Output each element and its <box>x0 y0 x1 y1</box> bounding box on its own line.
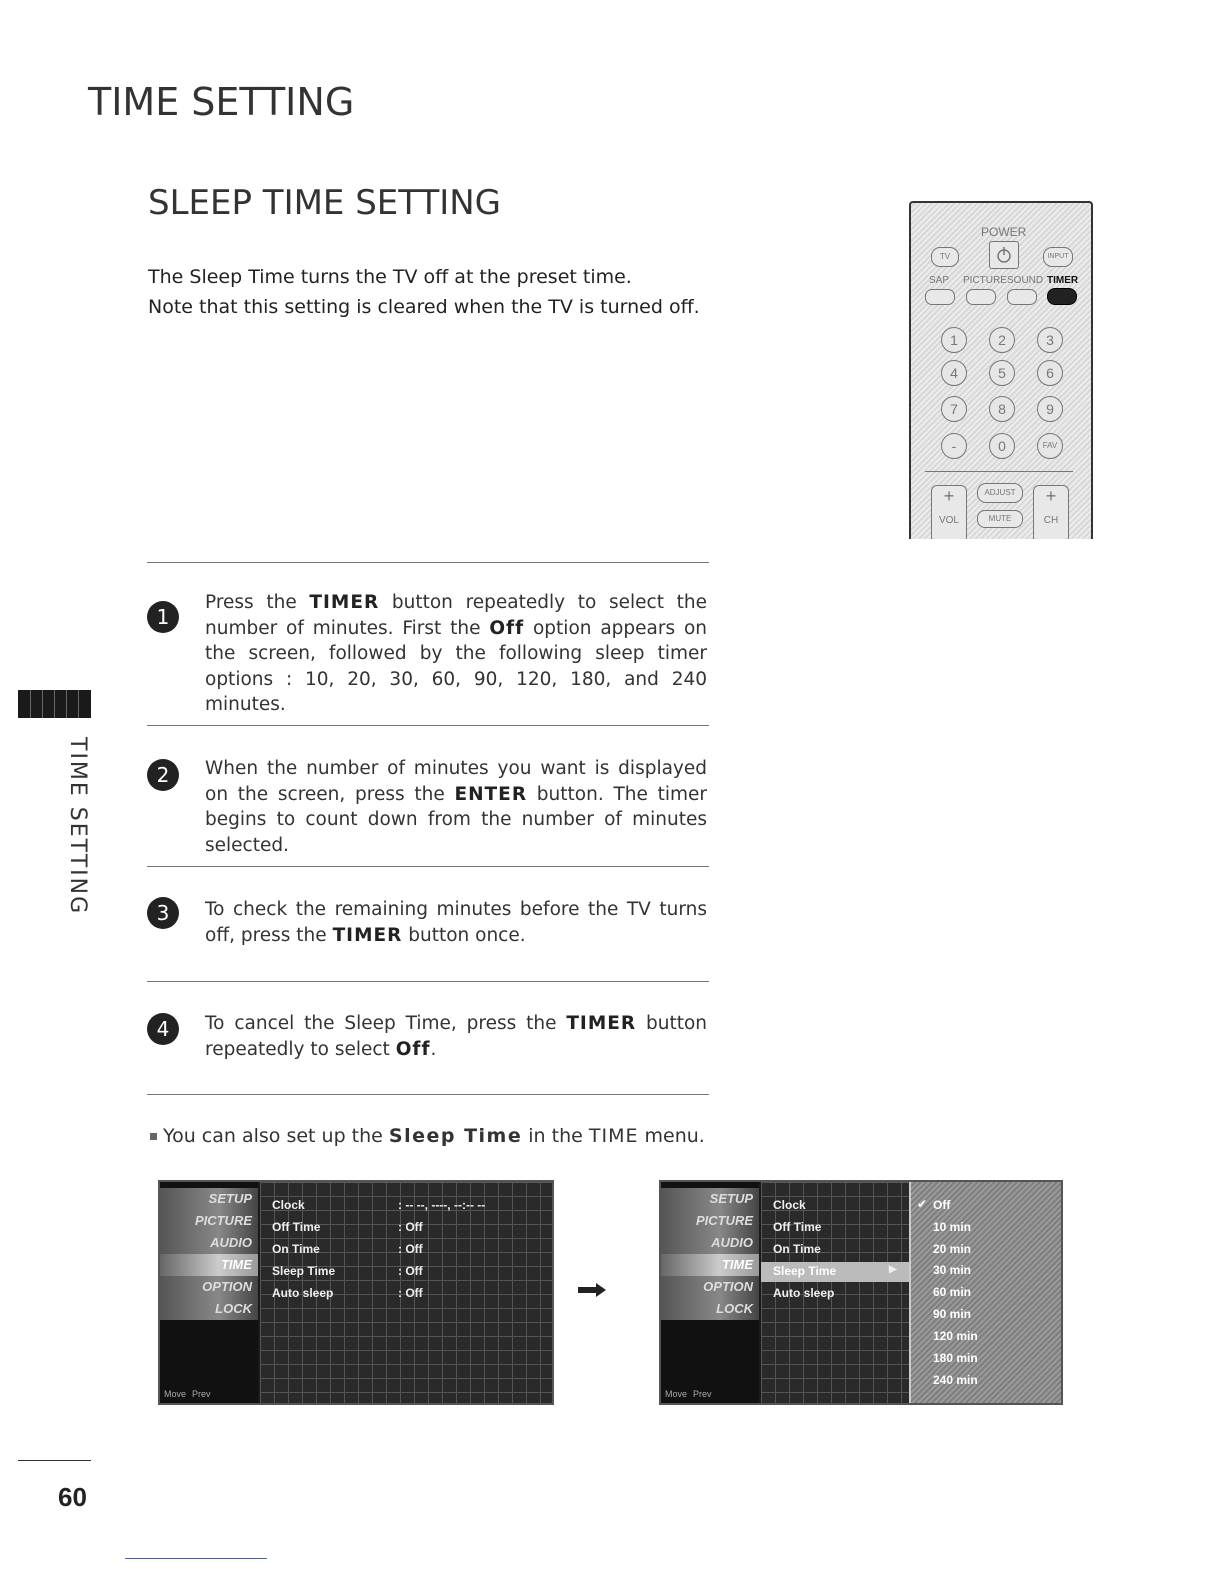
row-sleeptime-value: : Off <box>398 1264 423 1278</box>
option-20: 20 min <box>933 1242 972 1256</box>
fav-button: FAV <box>1037 433 1063 459</box>
option-10: 10 min <box>933 1220 972 1234</box>
sound-button <box>1007 289 1037 305</box>
step-2-badge: 2 <box>147 759 179 791</box>
num-2-button: 2 <box>989 327 1015 353</box>
intro-text <box>148 262 700 322</box>
num-5-button: 5 <box>989 360 1015 386</box>
remote-tv-button: TV <box>931 247 959 267</box>
side-tab-label: TIME SETTING <box>65 737 90 916</box>
nav-picture: PICTURE <box>661 1210 759 1232</box>
row-ontime-label: On Time <box>272 1242 320 1256</box>
num-4-button: 4 <box>941 360 967 386</box>
vol-plus-label: + <box>943 486 955 506</box>
intro-line-1: The Sleep Time turns the TV off at the preset time. <box>148 266 632 288</box>
option-30: 30 min <box>933 1263 972 1277</box>
prev-hint: Prev <box>693 1389 712 1399</box>
dash-button: - <box>941 433 967 459</box>
remote-picture-label: PICTURE <box>963 275 1007 286</box>
vol-rocker <box>931 485 967 539</box>
step-4-badge: 4 <box>147 1013 179 1045</box>
menu-footer <box>665 1389 718 1399</box>
remote-power-label: POWER <box>981 225 1027 239</box>
side-tab-marker <box>18 690 91 718</box>
bottom-rule <box>125 1558 267 1559</box>
submenu-arrow-icon: ▶ <box>889 1264 897 1275</box>
time-menu-screenshot <box>158 1180 554 1405</box>
menu-nav <box>661 1182 759 1403</box>
row-clock-value: : -- --, ----, --:-- -- <box>398 1198 486 1212</box>
step-divider <box>147 866 709 867</box>
row-offtime-label: Off Time <box>773 1220 822 1234</box>
nav-setup: SETUP <box>661 1188 759 1210</box>
remote-sound-label: SOUND <box>1007 275 1044 286</box>
picture-button <box>966 289 996 305</box>
num-8-button: 8 <box>989 396 1015 422</box>
menu-footer <box>164 1389 217 1399</box>
option-240: 240 min <box>933 1373 978 1387</box>
remote-divider <box>925 471 1073 472</box>
row-ontime-value: : Off <box>398 1242 423 1256</box>
step-divider <box>147 725 709 726</box>
step-2-text: When the number of minutes you want is displayed on the screen, press the ENTER button. The timer begins to count down from the number of minutes selected. <box>205 758 707 856</box>
remote-sap-label: SAP <box>929 275 950 286</box>
num-6-button: 6 <box>1037 360 1063 386</box>
row-autosleep-value: : Off <box>398 1286 423 1300</box>
nav-setup: SETUP <box>160 1188 258 1210</box>
prev-hint: Prev <box>192 1389 211 1399</box>
ch-label: CH <box>1043 515 1059 526</box>
row-autosleep-label: Auto sleep <box>272 1286 334 1300</box>
nav-lock: LOCK <box>160 1298 258 1320</box>
menu-content <box>260 1182 552 1403</box>
step-divider <box>147 562 709 563</box>
nav-time: TIME <box>160 1254 258 1276</box>
timer-button <box>1047 288 1077 305</box>
vol-label: VOL <box>938 515 959 526</box>
menu-nav <box>160 1182 258 1403</box>
step-1-badge: 1 <box>147 601 179 633</box>
row-sleeptime-label: Sleep Time <box>773 1264 837 1278</box>
row-offtime-label: Off Time <box>272 1220 321 1234</box>
step-3-badge: 3 <box>147 897 179 929</box>
bullet-icon <box>150 1133 157 1140</box>
section-title: SLEEP TIME SETTING <box>148 183 502 223</box>
num-0-button: 0 <box>989 433 1015 459</box>
intro-line-2: Note that this setting is cleared when the TV is turned off. <box>148 296 700 318</box>
step-1-text: Press the TIMER button repeatedly to select the number of minutes. First the Off option appears on the screen, followed by the following sleep timer options : 10, 20, 30, 60, 90, 120, 180, and 240 minutes. <box>205 592 707 715</box>
ch-plus-label: + <box>1045 486 1057 506</box>
menu-content <box>761 1182 911 1403</box>
remote-input-button: INPUT <box>1043 247 1073 267</box>
note-text: You can also set up the Sleep Time in the TIME menu. <box>150 1125 705 1147</box>
nav-picture: PICTURE <box>160 1210 258 1232</box>
footer-divider <box>18 1460 91 1461</box>
step-4-text: To cancel the Sleep Time, press the TIMER button repeatedly to select Off. <box>205 1013 707 1060</box>
option-60: 60 min <box>933 1285 972 1299</box>
step-divider <box>147 1094 709 1095</box>
move-hint: Move <box>164 1389 187 1399</box>
nav-audio: AUDIO <box>661 1232 759 1254</box>
mute-button: MUTE <box>977 510 1023 528</box>
option-120: 120 min <box>933 1329 978 1343</box>
move-hint: Move <box>665 1389 688 1399</box>
adjust-button: ADJUST <box>977 483 1023 503</box>
page-number: 60 <box>58 1482 87 1512</box>
sleep-time-options-screenshot <box>659 1180 1063 1405</box>
row-clock-label: Clock <box>272 1198 305 1212</box>
num-7-button: 7 <box>941 396 967 422</box>
nav-option: OPTION <box>661 1276 759 1298</box>
row-autosleep-label: Auto sleep <box>773 1286 835 1300</box>
option-off: Off <box>933 1198 951 1212</box>
remote-timer-label: TIMER <box>1047 275 1079 286</box>
row-sleeptime-label: Sleep Time <box>272 1264 336 1278</box>
nav-option: OPTION <box>160 1276 258 1298</box>
nav-time: TIME <box>661 1254 759 1276</box>
num-3-button: 3 <box>1037 327 1063 353</box>
right-arrow-icon <box>578 1283 606 1297</box>
nav-audio: AUDIO <box>160 1232 258 1254</box>
row-ontime-label: On Time <box>773 1242 821 1256</box>
page-title: TIME SETTING <box>88 80 355 124</box>
row-offtime-value: : Off <box>398 1220 423 1234</box>
power-icon <box>989 241 1019 269</box>
option-180: 180 min <box>933 1351 978 1365</box>
ch-rocker <box>1033 485 1069 539</box>
step-3-text: To check the remaining minutes before the TV turns off, press the TIMER button once. <box>205 899 707 946</box>
row-clock-label: Clock <box>773 1198 806 1212</box>
nav-lock: LOCK <box>661 1298 759 1320</box>
sleep-options-panel <box>909 1182 1061 1403</box>
option-90: 90 min <box>933 1307 972 1321</box>
sap-button <box>925 289 955 305</box>
remote-control-illustration <box>909 201 1093 539</box>
step-divider <box>147 981 709 982</box>
num-9-button: 9 <box>1037 396 1063 422</box>
num-1-button: 1 <box>941 327 967 353</box>
check-icon: ✔ <box>917 1197 928 1211</box>
